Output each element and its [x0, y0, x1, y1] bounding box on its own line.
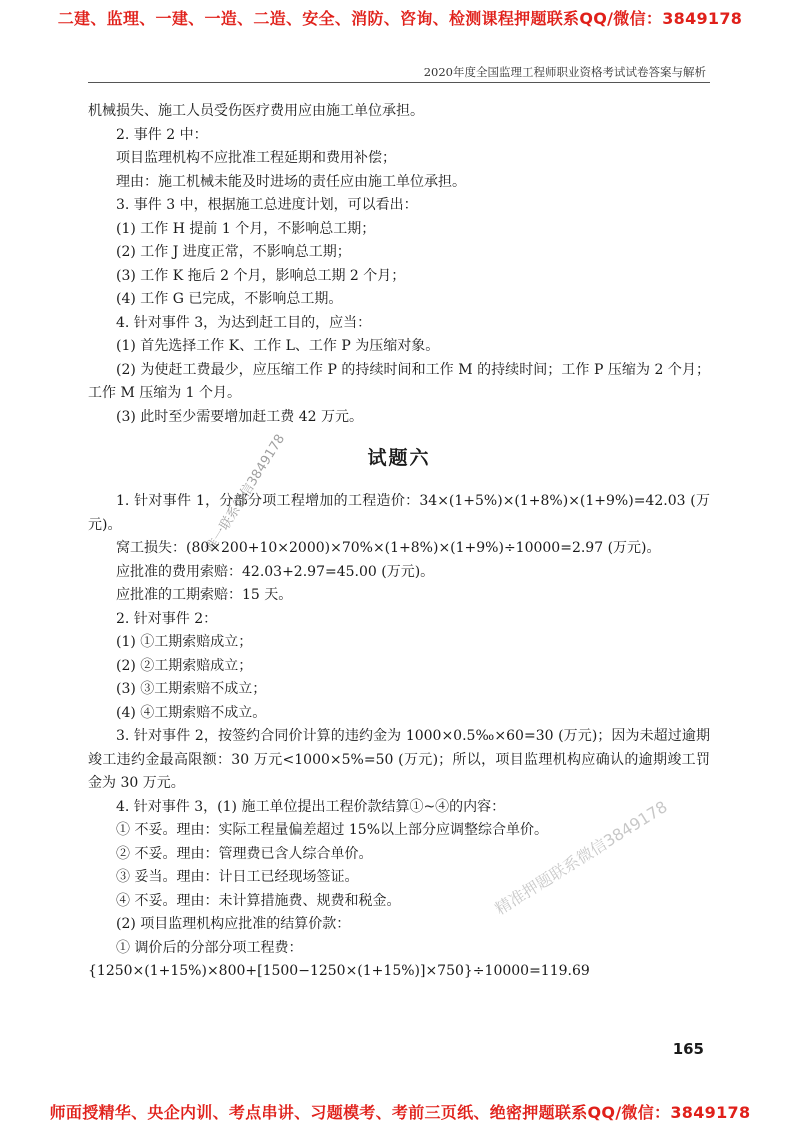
- paragraph: 4. 针对事件 3，为达到赶工目的，应当：: [116, 314, 372, 331]
- paragraph: 4. 针对事件 3，(1) 施工单位提出工程价款结算①~④的内容：: [116, 798, 506, 815]
- paragraph: ④ 不妥。理由：未计算措施费、规费和税金。: [116, 892, 401, 909]
- paragraph: 应批准的工期索赔：15 天。: [116, 587, 293, 603]
- top-promo-banner: 二建、监理、一建、一造、二造、安全、消防、咨询、检测课程押题联系QQ/微信：3849178: [57, 9, 743, 28]
- watermark-contact: 唯一联系微信3849178: [203, 431, 289, 556]
- paragraph: 2. 针对事件 2：: [116, 610, 218, 627]
- paragraph: 项目监理机构不应批准工程延期和费用补偿；: [116, 150, 396, 166]
- paragraph: 1. 针对事件 1，分部分项工程增加的工程造价：34×(1+5%)×(1+8%)×(1+9%)=42.03 (万元)。: [88, 493, 710, 533]
- paragraph: 应批准的费用索赔：42.03+2.97=45.00 (万元)。: [116, 563, 435, 580]
- page-number: 165: [672, 1040, 704, 1058]
- watermark-contact-secondary: 精准押题联系微信3849178: [491, 796, 671, 919]
- paragraph: (3) 工作 K 拖后 2 个月，影响总工期 2 个月；: [116, 267, 406, 284]
- answer-block-question-six: [88, 490, 710, 984]
- paragraph: (4) 工作 G 已完成，不影响总工期。: [116, 291, 343, 307]
- paragraph: (3) ③工期索赔不成立；: [116, 681, 267, 697]
- paragraph: 窝工损失：(80×200+10×2000)×70%×(1+8%)×(1+9%)÷10000=2.97 (万元)。: [116, 540, 661, 556]
- section-title: 试题六: [367, 447, 431, 469]
- paragraph: (2) ②工期索赔成立；: [116, 657, 253, 674]
- header-divider: [88, 82, 710, 83]
- page-body: [88, 100, 710, 984]
- running-header: 2020年度全国监理工程师职业资格考试试卷答案与解析: [423, 65, 706, 79]
- paragraph: 理由：施工机械未能及时进场的责任应由施工单位承担。: [116, 173, 466, 190]
- paragraph: ③ 妥当。理由：计日工已经现场签证。: [116, 869, 359, 885]
- paragraph: (2) 项目监理机构应批准的结算价款：: [116, 916, 351, 932]
- paragraph: (2) 为使赶工费最少，应压缩工作 P 的持续时间和工作 M 的持续时间；工作 P 压缩为 2 个月；工作 M 压缩为 1 个月。: [88, 361, 710, 401]
- paragraph: (1) 工作 H 提前 1 个月，不影响总工期；: [116, 220, 376, 237]
- bottom-promo-banner: 师面授精华、央企内训、考点串讲、习题模考、考前三页纸、绝密押题联系QQ/微信：3849178: [49, 1103, 751, 1122]
- paragraph: (1) 首先选择工作 K、工作 L、工作 P 为压缩对象。: [116, 338, 440, 354]
- paragraph: (1) ①工期索赔成立；: [116, 634, 253, 650]
- paragraph: ② 不妥。理由：管理费已含人综合单价。: [116, 845, 373, 862]
- paragraph: 3. 事件 3 中，根据施工总进度计划，可以看出：: [116, 197, 418, 213]
- answer-block-question-five: [88, 100, 710, 429]
- paragraph: 机械损失、施工人员受伤医疗费用应由施工单位承担。: [88, 103, 424, 119]
- paragraph: (4) ④工期索赔不成立。: [116, 704, 267, 721]
- paragraph: ① 不妥。理由：实际工程量偏差超过 15%以上部分应调整综合单价。: [116, 822, 549, 838]
- paragraph: (3) 此时至少需要增加赶工费 42 万元。: [116, 408, 363, 425]
- paragraph: 3. 针对事件 2，按签约合同价计算的违约金为 1000×0.5‰×60=30 (万元)；因为未超过逾期竣工违约金最高限额：30 万元<1000×5%=50 (万元)；所以，项目监理机构应确认的逾期竣工罚金为 30 万元。: [88, 728, 710, 791]
- paragraph: (2) 工作 J 进度正常，不影响总工期；: [116, 244, 351, 260]
- paragraph: {1250×(1+15%)×800+[1500−1250×(1+15%)]×750}÷10000=119.69: [88, 963, 590, 979]
- paragraph: ① 调价后的分部分项工程费：: [116, 939, 303, 956]
- paragraph: 2. 事件 2 中：: [116, 126, 208, 143]
